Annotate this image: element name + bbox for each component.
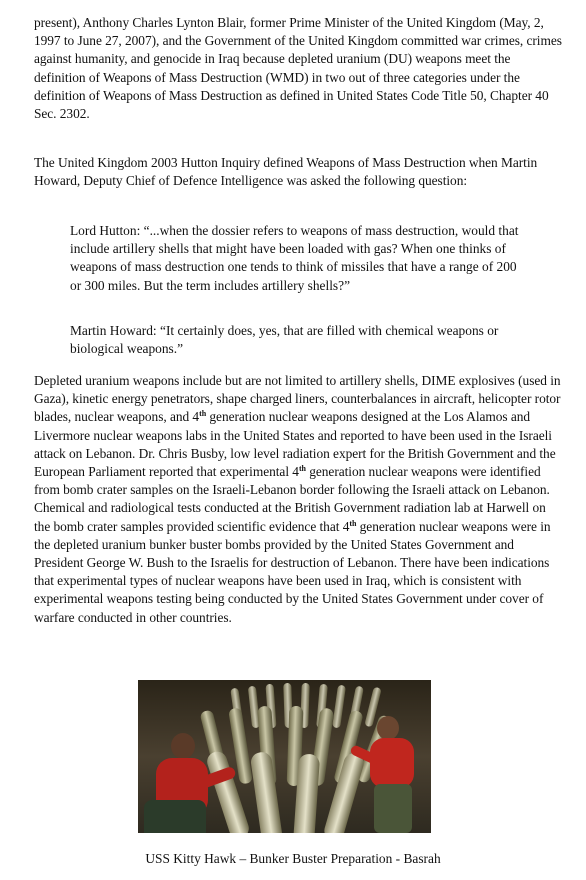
photo-illustration (138, 680, 431, 833)
paragraph-hutton-inquiry: The United Kingdom 2003 Hutton Inquiry defined Weapons of Mass Destruction when Martin Howard, Deputy Chief of Defence Intelligence was asked the following question: (34, 155, 538, 189)
quote-lord-hutton: Lord Hutton: “...when the dossier refers to weapons of mass destruction, would that include artillery shells that might have been loaded with gas? When one thinks of weapons of mass destruction one tends to think of missiles that have a range of 200 or 300 miles. But the term includes artillery shells?” (70, 223, 519, 293)
quote-martin-howard: Martin Howard: “It certainly does, yes, that are filled with chemical weapons or biological weapons.” (70, 323, 499, 357)
du-text-part-2: generation nuclear weapons designed at the Los Alamos and Livermore nuclear weapons labs in the United States and reported to have been used in the Israeli attack on Lebanon. Dr. Chris Busby, low level radiation expert for the British Government and the European Parliament reported that experimental 4 (34, 409, 556, 480)
ordinal-superscript: th (199, 409, 207, 419)
ordinal-superscript: th (349, 518, 357, 528)
paragraph-blair-war-crimes: present), Anthony Charles Lynton Blair, former Prime Minister of the United Kingdom (May, 2, 1997 to June 27, 2007), and the Government of the United Kingdom committed war crimes, crimes against humanity, and genocide in Iraq because depleted uranium (DU) weapons meet the definition of Weapons of Mass Destruction (WMD) in two out of three categories under the definition of Weapons of Mass Destruction as defined in United States Code Title 50, Chapter 40 Sec. 2302. (34, 15, 562, 122)
du-text-part-3: generation nuclear weapons were identified from bomb crater samples on the Israeli-Lebanon border following the Israeli attack on Lebanon. Chemical and radiological tests conducted at the British Government radiation lab at Harwell on the bomb crater samples provided scientific evidence that 4 (34, 464, 550, 534)
du-text-part-4: generation nuclear weapons were in the depleted uranium bunker buster bombs provided by the United States Government and President George W. Bush to the Israelis for destruction of Lebanon. There have been indications that experimental types of nuclear weapons have been used in Iraq, which is consistent with experimental weapons testing being conducted by the United States Government under cover of warfare conducted in other countries. (34, 518, 551, 625)
ordinal-superscript: th (298, 464, 306, 474)
figure-caption: USS Kitty Hawk – Bunker Buster Preparation - Basrah (145, 851, 441, 866)
du-text-part-1: Depleted uranium weapons include but are not limited to artillery shells, DIME explosives (used in Gaza), kinetic energy penetrators, shape charged liners, counterbalances in aircraft, helicopter rotor blades, nuclear weapons, and 4 (34, 373, 561, 425)
bunker-buster-photo (138, 680, 431, 833)
paragraph-depleted-uranium-weapons (34, 372, 562, 627)
